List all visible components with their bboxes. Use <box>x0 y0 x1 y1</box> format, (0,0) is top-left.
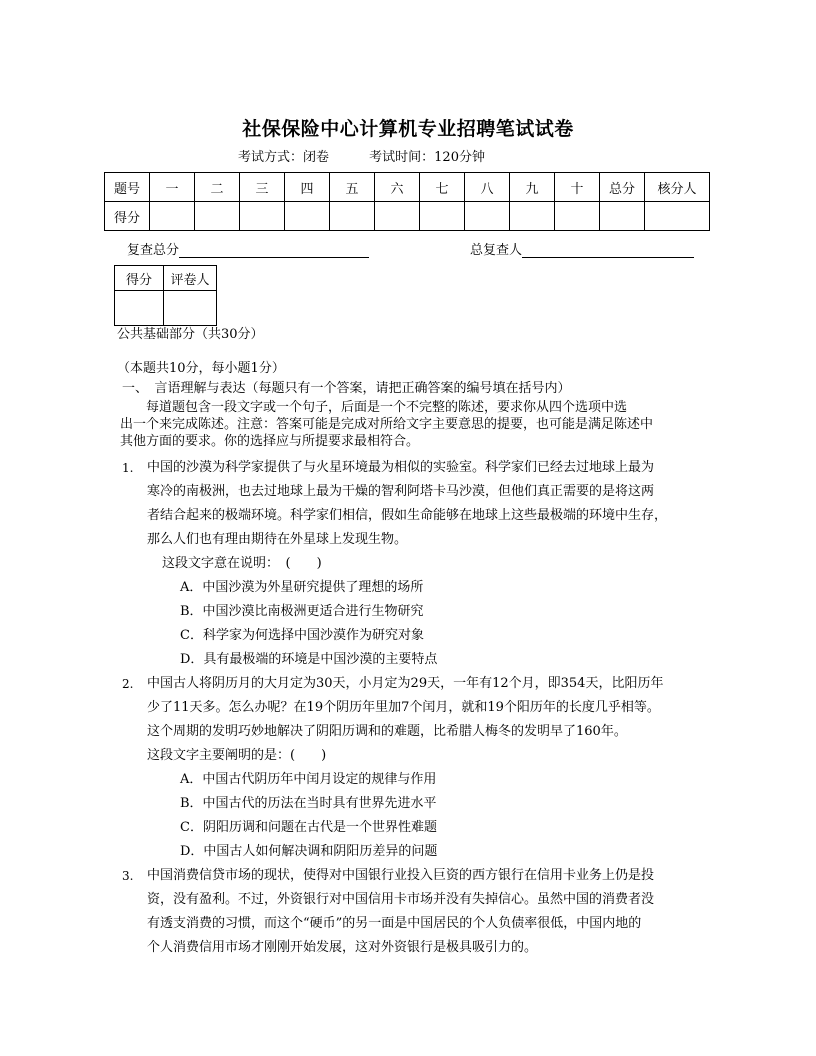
question-2-line-3: 这个周期的发明巧妙地解决了阴阳历调和的难题，比希腊人梅冬的发明早了160年。 <box>147 724 627 739</box>
question-2-number: 2. <box>122 677 134 691</box>
exam-meta <box>238 146 521 165</box>
score-cell-4: 四 <box>285 173 330 202</box>
exam-mode: 考试方式：闭卷 <box>238 150 330 165</box>
score-input-total[interactable] <box>600 202 645 231</box>
recheck-person-blank[interactable] <box>522 243 694 258</box>
grader-table-blank-row <box>115 291 217 326</box>
score-table <box>104 172 710 231</box>
score-cell-8: 八 <box>465 173 510 202</box>
section-title: 公共基础部分（共30分） <box>117 327 264 342</box>
question-1-line-1: 中国的沙漠为科学家提供了与火星环境最为相似的实验室。科学家们已经去过地球上最为 <box>147 460 655 475</box>
score-row-label: 得分 <box>105 202 150 231</box>
question-3-line-2: 资，没有盈利。不过，外资银行对中国信用卡市场并没有失掉信心。虽然中国的消费者没 <box>147 892 655 907</box>
score-cell-3: 三 <box>240 173 285 202</box>
page-title: 社保保险中心计算机专业招聘笔试试卷 <box>242 118 574 140</box>
question-2-option-c[interactable]: C．阴阳历调和问题在古代是一个世界性难题 <box>180 820 437 835</box>
score-cell-2: 二 <box>195 173 240 202</box>
part-title: 一、 言语理解与表达（每题只有一个答案，请把正确答案的编号填在括号内） <box>122 381 571 396</box>
score-cell-1: 一 <box>150 173 195 202</box>
score-cell-checker: 核分人 <box>645 173 710 202</box>
recheck-total-label: 复查总分 <box>127 243 180 258</box>
score-input-3[interactable] <box>240 202 285 231</box>
question-1-number: 1. <box>122 461 134 475</box>
grader-name-label: 评卷人 <box>164 266 217 291</box>
score-cell-9: 九 <box>510 173 555 202</box>
question-2-line-2: 少了11天多。怎么办呢？在19个阴历年里加7个闰月，就和19个阳历年的长度几乎相等。 <box>147 700 660 715</box>
question-3-number: 3. <box>122 869 134 883</box>
instruction-line-1: 每道题包含一段文字或一个句子，后面是一个不完整的陈述，要求你从四个选项中选 <box>120 400 628 415</box>
grader-score-input[interactable] <box>115 291 164 326</box>
question-3-line-1: 中国消费信贷市场的现状，使得对中国银行业投入巨资的西方银行在信用卡业务上仍是投 <box>147 868 655 883</box>
recheck-total-field <box>127 239 369 258</box>
score-input-4[interactable] <box>285 202 330 231</box>
score-cell-total: 总分 <box>600 173 645 202</box>
recheck-total-blank[interactable] <box>179 243 369 258</box>
question-2-prompt: 这段文字主要阐明的是：( ) <box>147 748 327 763</box>
score-cell-7: 七 <box>420 173 465 202</box>
score-input-5[interactable] <box>330 202 375 231</box>
question-1-option-a[interactable]: A．中国沙漠为外星研究提供了理想的场所 <box>180 580 424 595</box>
score-input-7[interactable] <box>420 202 465 231</box>
question-1-option-b[interactable]: B．中国沙漠比南极洲更适合进行生物研究 <box>180 604 424 619</box>
score-input-1[interactable] <box>150 202 195 231</box>
score-table-score-row <box>105 202 710 231</box>
question-2-option-b[interactable]: B．中国古代的历法在当时具有世界先进水平 <box>180 796 437 811</box>
question-1-prompt: 这段文字意在说明： ( ) <box>162 556 322 571</box>
exam-time: 考试时间：120分钟 <box>369 150 485 165</box>
grader-table-header-row <box>115 266 217 291</box>
question-1-option-d[interactable]: D．具有最极端的环境是中国沙漠的主要特点 <box>180 652 438 667</box>
question-2-option-d[interactable]: D．中国古人如何解决调和阴阳历差异的问题 <box>180 844 438 859</box>
score-input-8[interactable] <box>465 202 510 231</box>
grader-score-label: 得分 <box>115 266 164 291</box>
question-1-line-4: 那么人们也有理由期待在外星球上发现生物。 <box>147 532 408 547</box>
grader-name-input[interactable] <box>164 291 217 326</box>
recheck-person-field <box>470 239 694 258</box>
score-input-9[interactable] <box>510 202 555 231</box>
score-cell-5: 五 <box>330 173 375 202</box>
score-input-2[interactable] <box>195 202 240 231</box>
score-input-6[interactable] <box>375 202 420 231</box>
score-table-header-row <box>105 173 710 202</box>
recheck-person-label: 总复查人 <box>470 243 523 258</box>
instruction-line-3: 其他方面的要求。你的选择应与所提要求最相符合。 <box>120 434 420 449</box>
question-1-line-3: 者结合起来的极端环境。科学家们相信，假如生命能够在地球上这些最极端的环境中生存， <box>147 508 668 523</box>
question-2-option-a[interactable]: A．中国古代阴历年中闰月设定的规律与作用 <box>180 772 437 787</box>
instruction-line-2: 出一个来完成陈述。注意：答案可能是完成对所给文字主要意思的提要，也可能是满足陈述中 <box>120 417 654 432</box>
section-note: （本题共10分，每小题1分） <box>117 361 285 376</box>
question-1-option-c[interactable]: C．科学家为何选择中国沙漠作为研究对象 <box>180 628 424 643</box>
question-1-line-2: 寒冷的南极洲，也去过地球上最为干燥的智利阿塔卡马沙漠，但他们真正需要的是将这两 <box>147 484 655 499</box>
question-2-line-1: 中国古人将阴历月的大月定为30天，小月定为29天，一年有12个月，即354天，比阳历年 <box>147 676 664 691</box>
question-3-line-4: 个人消费信用市场才刚刚开始发展，这对外资银行是极具吸引力的。 <box>147 940 538 955</box>
score-cell-label: 题号 <box>105 173 150 202</box>
score-input-10[interactable] <box>555 202 600 231</box>
grader-table <box>114 265 217 326</box>
score-cell-6: 六 <box>375 173 420 202</box>
score-cell-10: 十 <box>555 173 600 202</box>
score-input-checker[interactable] <box>645 202 710 231</box>
question-3-line-3: 有透支消费的习惯，而这个“硬币”的另一面是中国居民的个人负债率很低，中国内地的 <box>147 916 642 931</box>
